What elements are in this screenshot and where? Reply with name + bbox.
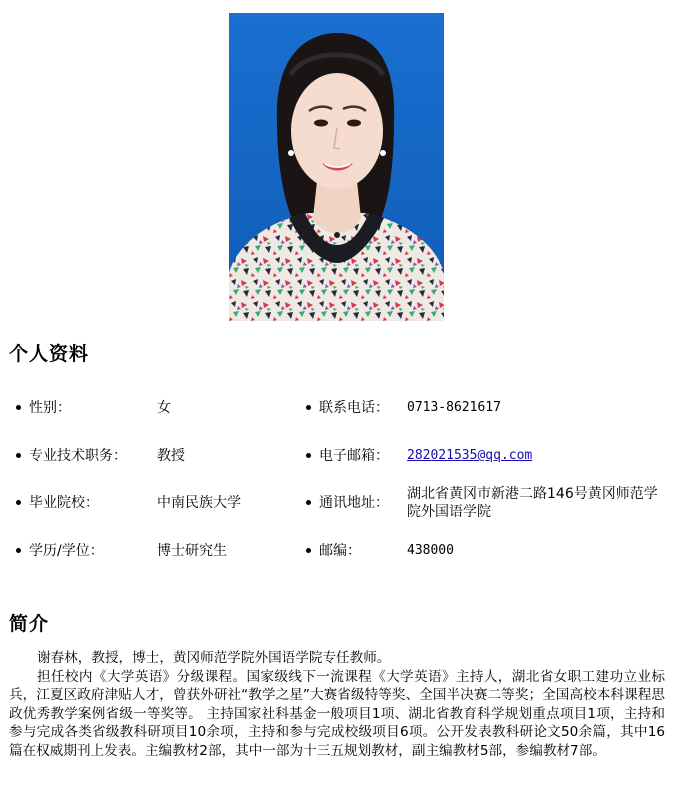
bullet-icon	[306, 453, 311, 458]
portrait-image	[229, 13, 444, 321]
address-label: 通讯地址：	[319, 495, 389, 511]
bullet-icon	[16, 453, 21, 458]
intro-paragraph: 谢春林，教授，博士，黄冈师范学院外国语学院专任教师。	[37, 650, 391, 666]
phone-label: 联系电话：	[319, 400, 389, 416]
bullet-icon	[16, 548, 21, 553]
bullet-icon	[306, 500, 311, 505]
profile-section-title: 个人资料	[9, 343, 90, 365]
intro-paragraph: 担任校内《大学英语》分级课程。国家级线下一流课程《大学英语》主持人，湖北省女职工建功立业标兵，江夏区政府津贴人才，曾获外研社“教学之星”大赛省级特等奖、全国半决赛二等奖；全国高校本科课程思政优秀教学案例省级一等奖等。 主持国家社科基金一般项目1项、湖北省教育科学规划重点项目1项，主持和参与完成各类省级教科研项目10余项，主持和参与完成校级项目6项。公开发表教科研论文50余篇，其中16篇在权威期刊上发表。主编教材2部，其中一部为十三五规划教材，副主编教材5部，参编教材7部。	[9, 668, 665, 759]
bullet-icon	[16, 405, 21, 410]
degree-label: 学历/学位：	[29, 543, 104, 559]
school-value: 中南民族大学	[157, 495, 241, 511]
degree-value: 博士研究生	[157, 543, 227, 559]
title-value: 教授	[157, 448, 185, 464]
postcode-label: 邮编：	[319, 543, 361, 559]
address-value: 湖北省黄冈市新港二路146号黄冈师范学院外国语学院	[407, 486, 658, 520]
bullet-icon	[306, 405, 311, 410]
postcode-value: 438000	[407, 543, 454, 558]
phone-value: 0713-8621617	[407, 400, 501, 415]
intro-text	[9, 649, 665, 760]
bullet-icon	[306, 548, 311, 553]
gender-value: 女	[157, 400, 171, 416]
intro-section-title: 简介	[9, 613, 50, 635]
gender-label: 性别：	[29, 400, 71, 416]
bullet-icon	[16, 500, 21, 505]
profile-photo	[229, 13, 444, 321]
email-link[interactable]: 282021535@qq.com	[407, 448, 533, 463]
title-label: 专业技术职务：	[29, 448, 127, 464]
school-label: 毕业院校：	[29, 495, 99, 511]
email-label: 电子邮箱：	[319, 448, 389, 464]
